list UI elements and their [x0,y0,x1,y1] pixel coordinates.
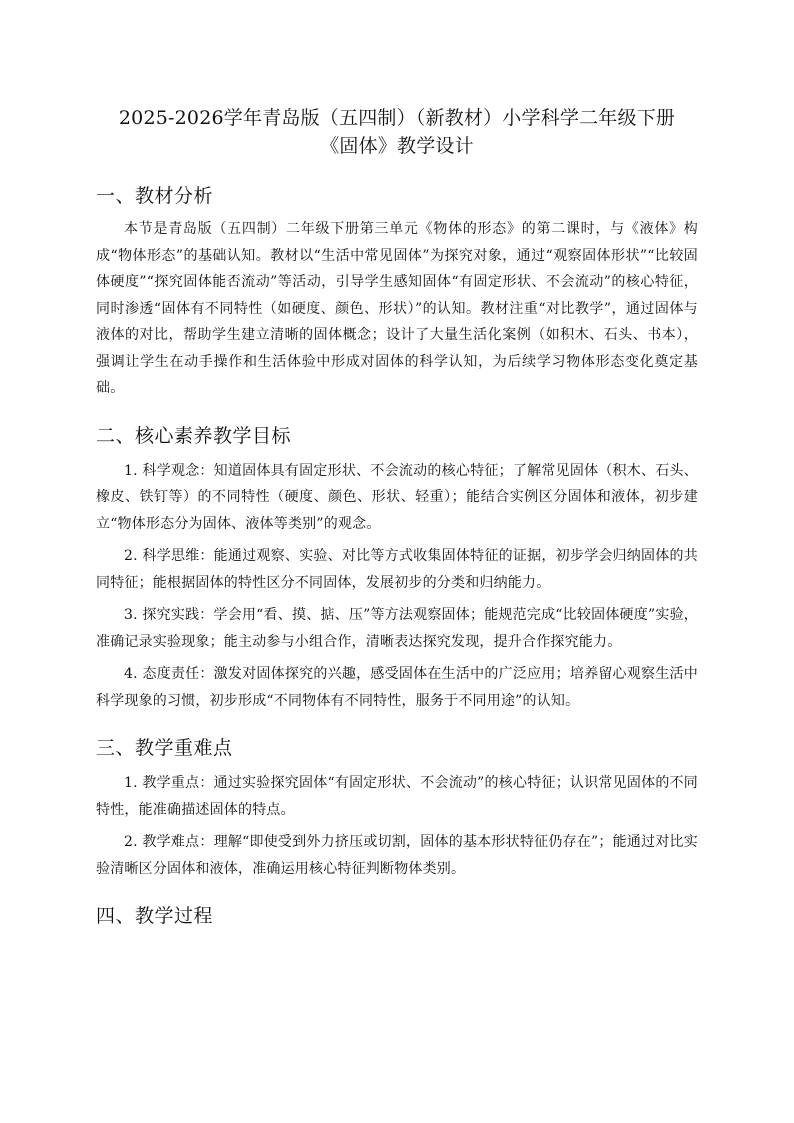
section-core-objectives [96,422,698,715]
section-paragraph: 本节是青岛版（五四制）二年级下册第三单元《物体的形态》的第二课时，与《液体》构成“物体形态”的基础认知。教材以“生活中常见固体”为探究对象，通过“观察固体形状”“比较固体硬度”“探究固体能否流动”等活动，引导学生感知固体“有固定形状、不会流动”的核心特征，同时渗透“固体有不同特性（如硬度、颜色、形状）”的认知。教材注重“对比教学”，通过固体与液体的对比，帮助学生建立清晰的固体概念；设计了大量生活化案例（如积木、石头、书本），强调让学生在动手操作和生活体验中形成对固体的科学认知，为后续学习物体形态变化奠定基础。 [96,221,698,396]
section-key-difficulties [96,734,698,882]
document-title-line-1: 2025-2026学年青岛版（五四制）（新教材）小学科学二年级下册 [118,107,676,129]
document-title [96,104,698,160]
section-teaching-process [96,902,698,930]
objective-item: 3. 探究实践：学会用“看、摸、掂、压”等方法观察固体；能规范完成“比较固体硬度”实验，准确记录实验现象；能主动参与小组合作，清晰表达探究发现，提升合作探究能力。 [96,607,698,650]
document-title-line-2: 《固体》教学设计 [320,135,474,157]
difficulty-item: 2. 教学难点：理解“即使受到外力挤压或切割，固体的基本形状特征仍存在”；能通过对比实验清晰区分固体和液体，准确运用核心特征判断物体类别。 [96,834,698,877]
section-heading: 二、核心素养教学目标 [96,424,292,447]
objective-item: 4. 态度责任：激发对固体探究的兴趣，感受固体在生活中的广泛应用；培养留心观察生活中科学现象的习惯，初步形成“不同物体有不同特性，服务于不同用途”的认知。 [96,666,698,709]
key-point-item: 1. 教学重点：通过实验探究固体“有固定形状、不会流动”的核心特征；认识常见固体的不同特性，能准确描述固体的特点。 [96,775,698,818]
section-heading: 一、教材分析 [96,185,214,207]
section-heading: 四、教学过程 [96,905,214,927]
objective-item: 1. 科学观念：知道固体具有固定形状、不会流动的核心特征；了解常见固体（积木、石头、橡皮、铁钉等）的不同特性（硬度、颜色、形状、轻重）；能结合实例区分固体和液体，初步建立“物体形态分为固体、液体等类别”的观念。 [96,462,698,532]
section-heading: 三、教学重难点 [96,737,233,759]
section-textbook-analysis [96,182,698,402]
objective-item: 2. 科学思维：能通过观察、实验、对比等方式收集固体特征的证据，初步学会归纳固体的共同特征；能根据固体的特性区分不同固体，发展初步的分类和归纳能力。 [96,548,698,591]
